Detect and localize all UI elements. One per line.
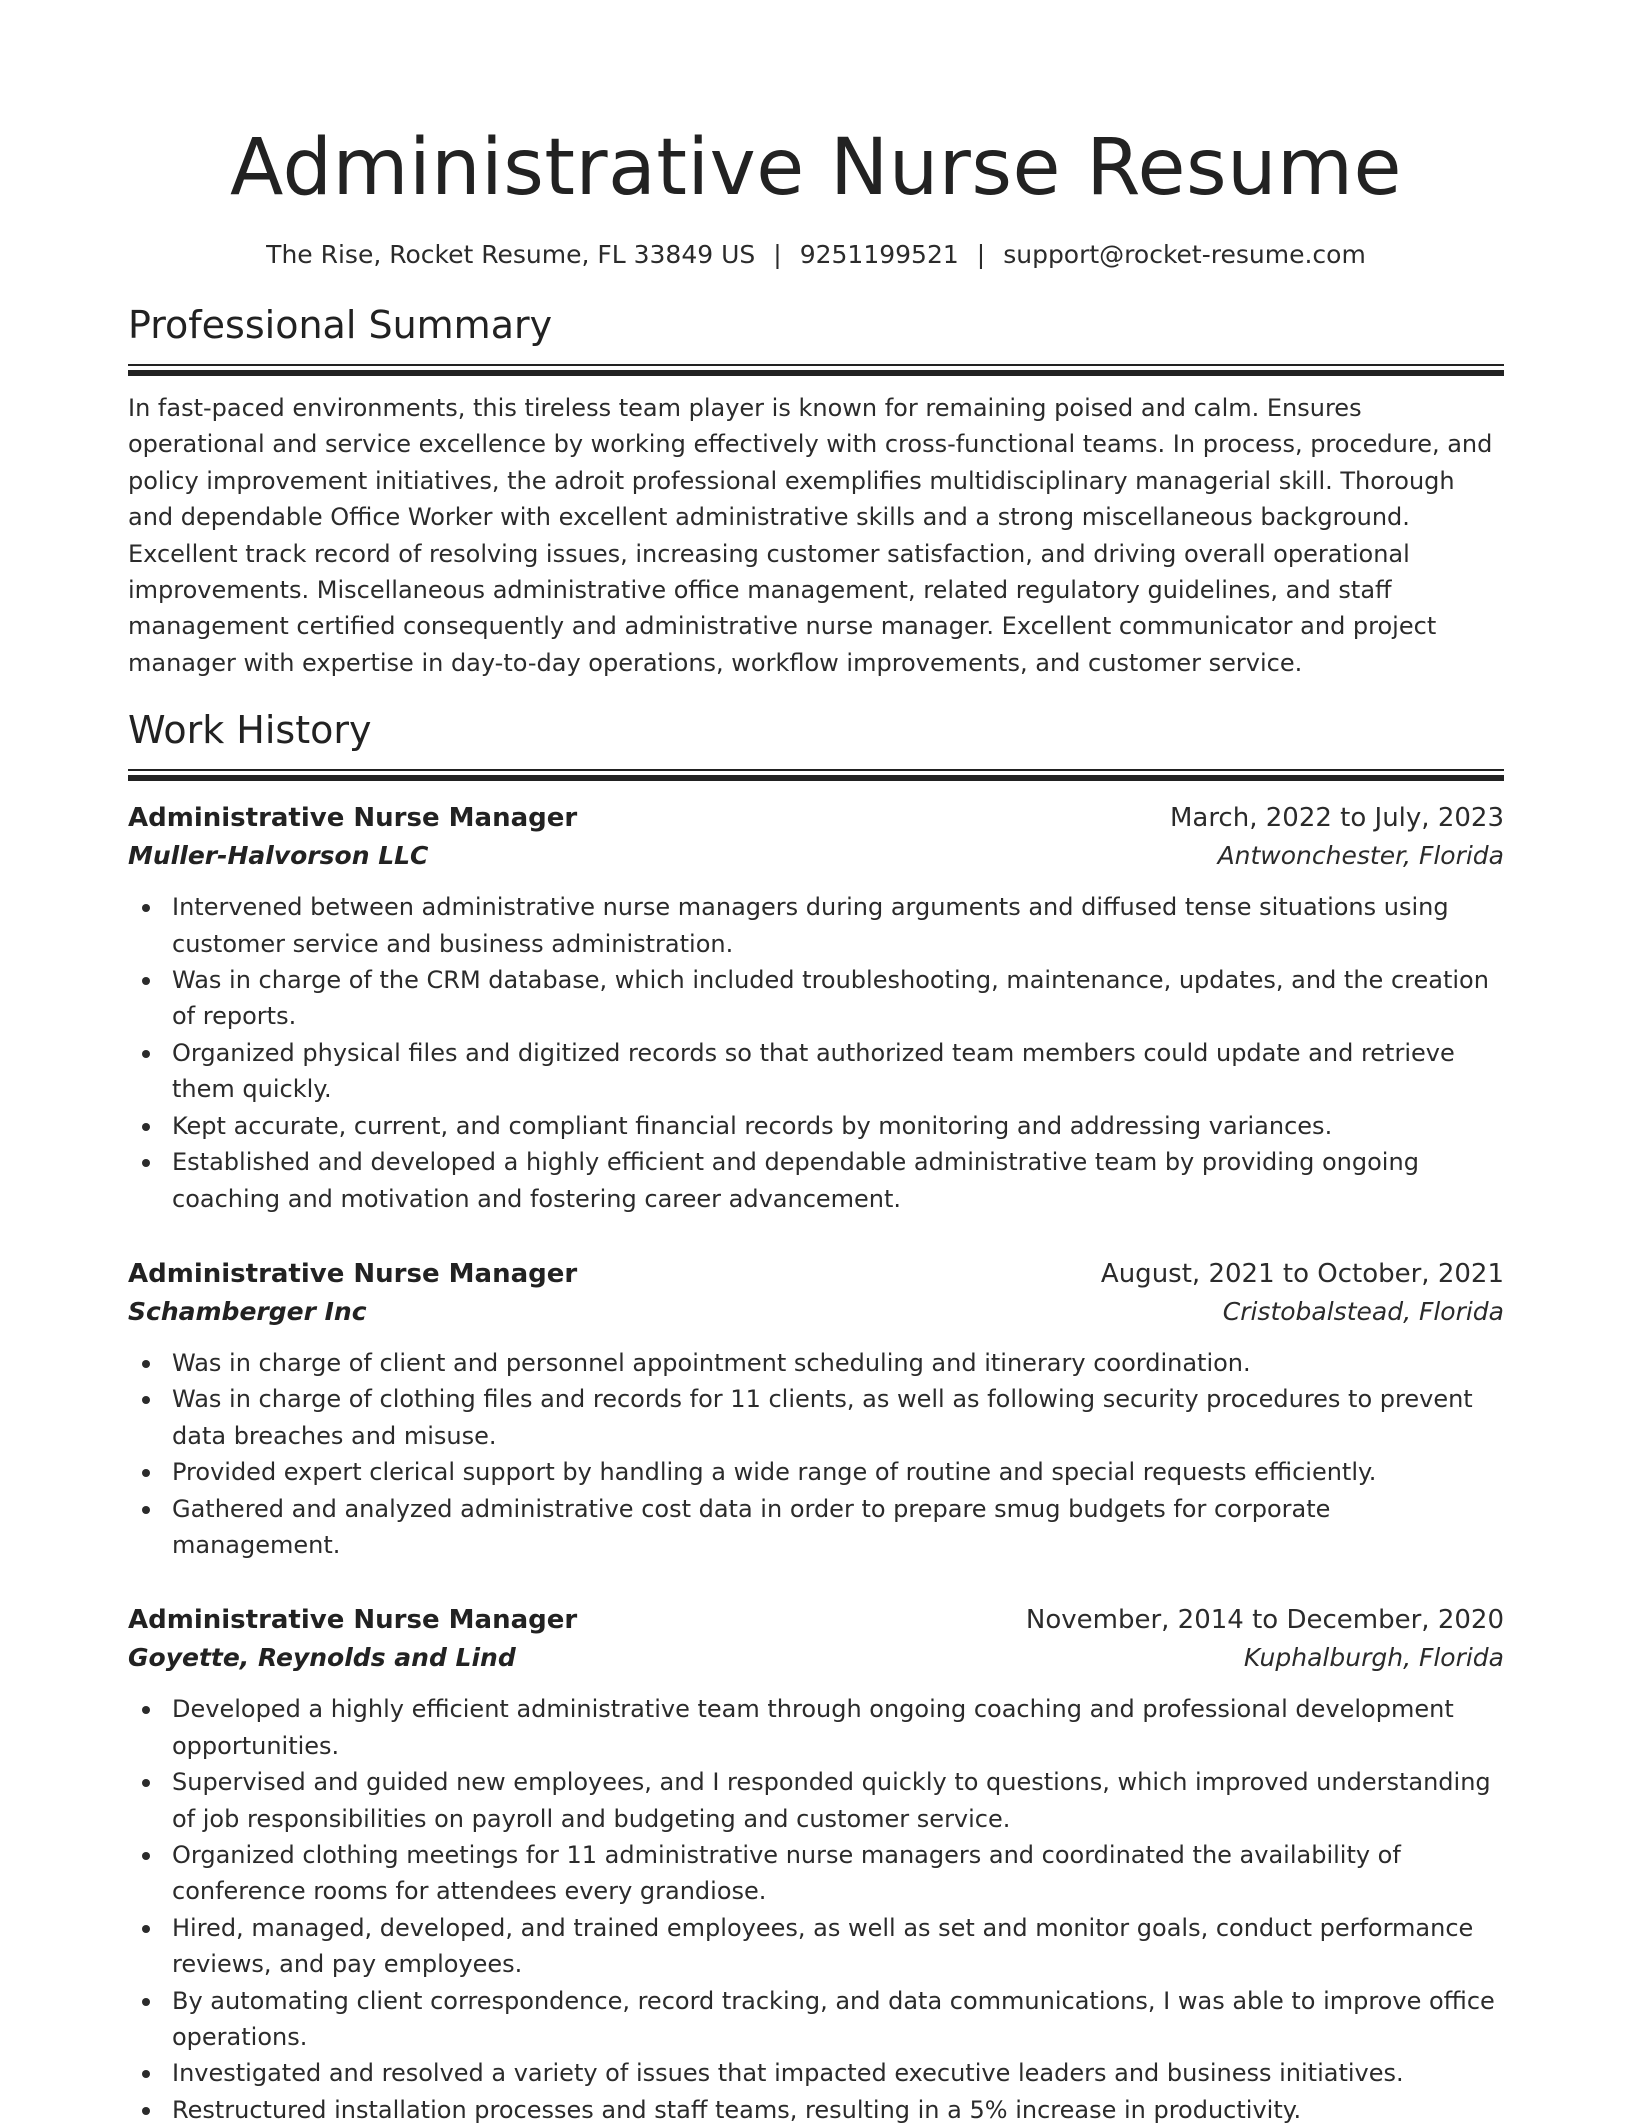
contact-address: The Rise, Rocket Resume, FL 33849 US [266,240,756,269]
contact-phone: 9251199521 [799,240,959,269]
bullet-text: Organized physical files and digitized records so that authorized team members could update and retrieve them quickly. [172,1038,1455,1104]
bullet-text: Kept accurate, current, and compliant financial records by monitoring and addressing variances. [172,1111,1333,1140]
section-divider [128,769,1504,781]
professional-summary-section [128,300,1504,681]
job-location: Cristobalstead, Florida [1222,1296,1504,1326]
bullet-dot-icon [142,2070,150,2078]
bullet-text: Was in charge of clothing files and records for 11 clients, as well as following security procedures to prevent data breaches and misuse. [172,1385,1473,1450]
job-company-row [128,837,1504,875]
resume-title: Administrative Nurse Resume [229,123,1403,213]
bullet-dot-icon [142,1779,150,1787]
job-bullet [128,1345,1504,1381]
contact-line [128,238,1504,272]
bullet-dot-icon [142,1050,150,1058]
bullet-dot-icon [142,2107,150,2115]
job-bullet-list [128,1691,1504,2128]
bullet-dot-icon [142,1998,150,2006]
work-history-section [128,705,1504,2128]
bullet-text: Was in charge of the CRM database, which included troubleshooting, maintenance, updates, and the creation of reports. [172,966,1489,1031]
job-dates: March, 2022 to July, 2023 [1169,803,1504,834]
contact-separator: | [773,240,782,269]
contact-separator: | [976,240,986,269]
job-bullet [128,1910,1504,1983]
bullet-dot-icon [142,1123,150,1131]
job-dates: November, 2014 to December, 2020 [1025,1605,1504,1636]
job-bullet [128,1491,1504,1564]
job-bullet [128,2092,1504,2128]
job-bullet [128,1381,1504,1454]
job-title: Administrative Nurse Manager [128,803,578,834]
bullet-text: Organized clothing meetings for 11 administrative nurse managers and coordinated the availability of conference rooms for attendees every grandiose. [172,1840,1401,1906]
job-bullet [128,962,1504,1035]
job-bullet [128,1144,1504,1217]
job-bullet-list [128,889,1504,1217]
job-location: Kuphalburgh, Florida [1243,1643,1504,1673]
bullet-dot-icon [142,1925,150,1933]
job-bullet [128,889,1504,962]
job-bullet [128,1764,1504,1837]
bullet-dot-icon [142,1706,150,1714]
bullet-text: Was in charge of client and personnel appointment scheduling and itinerary coordination. [172,1348,1251,1377]
section-heading-work-history: Work History [128,708,372,753]
bullet-dot-icon [142,1159,150,1167]
job-company: Muller-Halvorson LLC [128,841,429,871]
job-bullet [128,1983,1504,2056]
job-company: Schamberger Inc [128,1296,367,1326]
job-bullet [128,1108,1504,1144]
job-location: Antwonchester, Florida [1217,841,1504,871]
bullet-dot-icon [142,904,150,912]
bullet-dot-icon [142,1506,150,1514]
bullet-text: Established and developed a highly efficient and dependable administrative team by providing ongoing coaching and motivation and fostering career advancement. [172,1148,1419,1213]
bullet-dot-icon [142,1360,150,1368]
job-company-row [128,1293,1504,1331]
bullet-text: Restructured installation processes and staff teams, resulting in a 5% increase in productivity. [172,2095,1302,2124]
job-entry [128,799,1504,1217]
bullet-dot-icon [142,1469,150,1477]
job-company: Goyette, Reynolds and Lind [128,1643,516,1673]
bullet-text: Provided expert clerical support by handling a wide range of routine and special requests efficiently. [172,1458,1377,1487]
job-header-row [128,1255,1504,1293]
section-heading-summary: Professional Summary [128,303,553,347]
bullet-text: By automating client correspondence, record tracking, and data communications, I was able to improve office operations. [172,1986,1495,2051]
job-company-row [128,1639,1504,1677]
bullet-text: Hired, managed, developed, and trained employees, as well as set and monitor goals, conduct performance reviews, and pay employees. [172,1913,1474,1979]
bullet-text: Developed a highly efficient administrative team through ongoing coaching and professional development opportunities. [172,1695,1454,1760]
bullet-dot-icon [142,1396,150,1404]
job-header-row [128,799,1504,837]
job-dates: August, 2021 to October, 2021 [1100,1258,1504,1289]
bullet-dot-icon [142,1852,150,1860]
contact-email: support@rocket-resume.com [1003,240,1366,269]
job-bullet [128,1837,1504,1910]
job-title: Administrative Nurse Manager [128,1605,578,1636]
job-bullet [128,1454,1504,1490]
job-bullet [128,1035,1504,1108]
job-bullet [128,1691,1504,1764]
job-entry [128,1255,1504,1563]
bullet-text: Intervened between administrative nurse managers during arguments and diffused tense situations using customer service and business administration. [172,893,1449,958]
bullet-text: Investigated and resolved a variety of issues that impacted executive leaders and business initiatives. [172,2059,1404,2088]
resume-page [128,0,1504,2128]
summary-paragraph: In fast-paced environments, this tireless team player is known for remaining poised and calm. Ensures operational and service excellence by working effectively with cross-functional teams. In process, procedure, and policy improvement initiatives, the adroit professional exemplifies multidisciplinary managerial skill. Thorough and dependable Office Worker with excellent administrative skills and a strong miscellaneous background. Excellent track record of resolving issues, increasing customer satisfaction, and driving overall operational improvements. Miscellaneous administrative office management, related regulatory guidelines, and staff management certified consequently and administrative nurse manager. Excellent communicator and project manager with expertise in day-to-day operations, workflow improvements, and customer service. [128,394,1493,677]
job-bullet-list [128,1345,1504,1563]
job-entry [128,1601,1504,2128]
bullet-dot-icon [142,977,150,985]
bullet-text: Supervised and guided new employees, and I responded quickly to questions, which improved understanding of job responsibilities on payroll and budgeting and customer service. [172,1768,1491,1833]
section-divider [128,364,1504,376]
job-bullet [128,2055,1504,2091]
bullet-text: Gathered and analyzed administrative cost data in order to prepare smug budgets for corporate management. [172,1494,1331,1559]
job-title: Administrative Nurse Manager [128,1258,578,1289]
job-header-row [128,1601,1504,1639]
